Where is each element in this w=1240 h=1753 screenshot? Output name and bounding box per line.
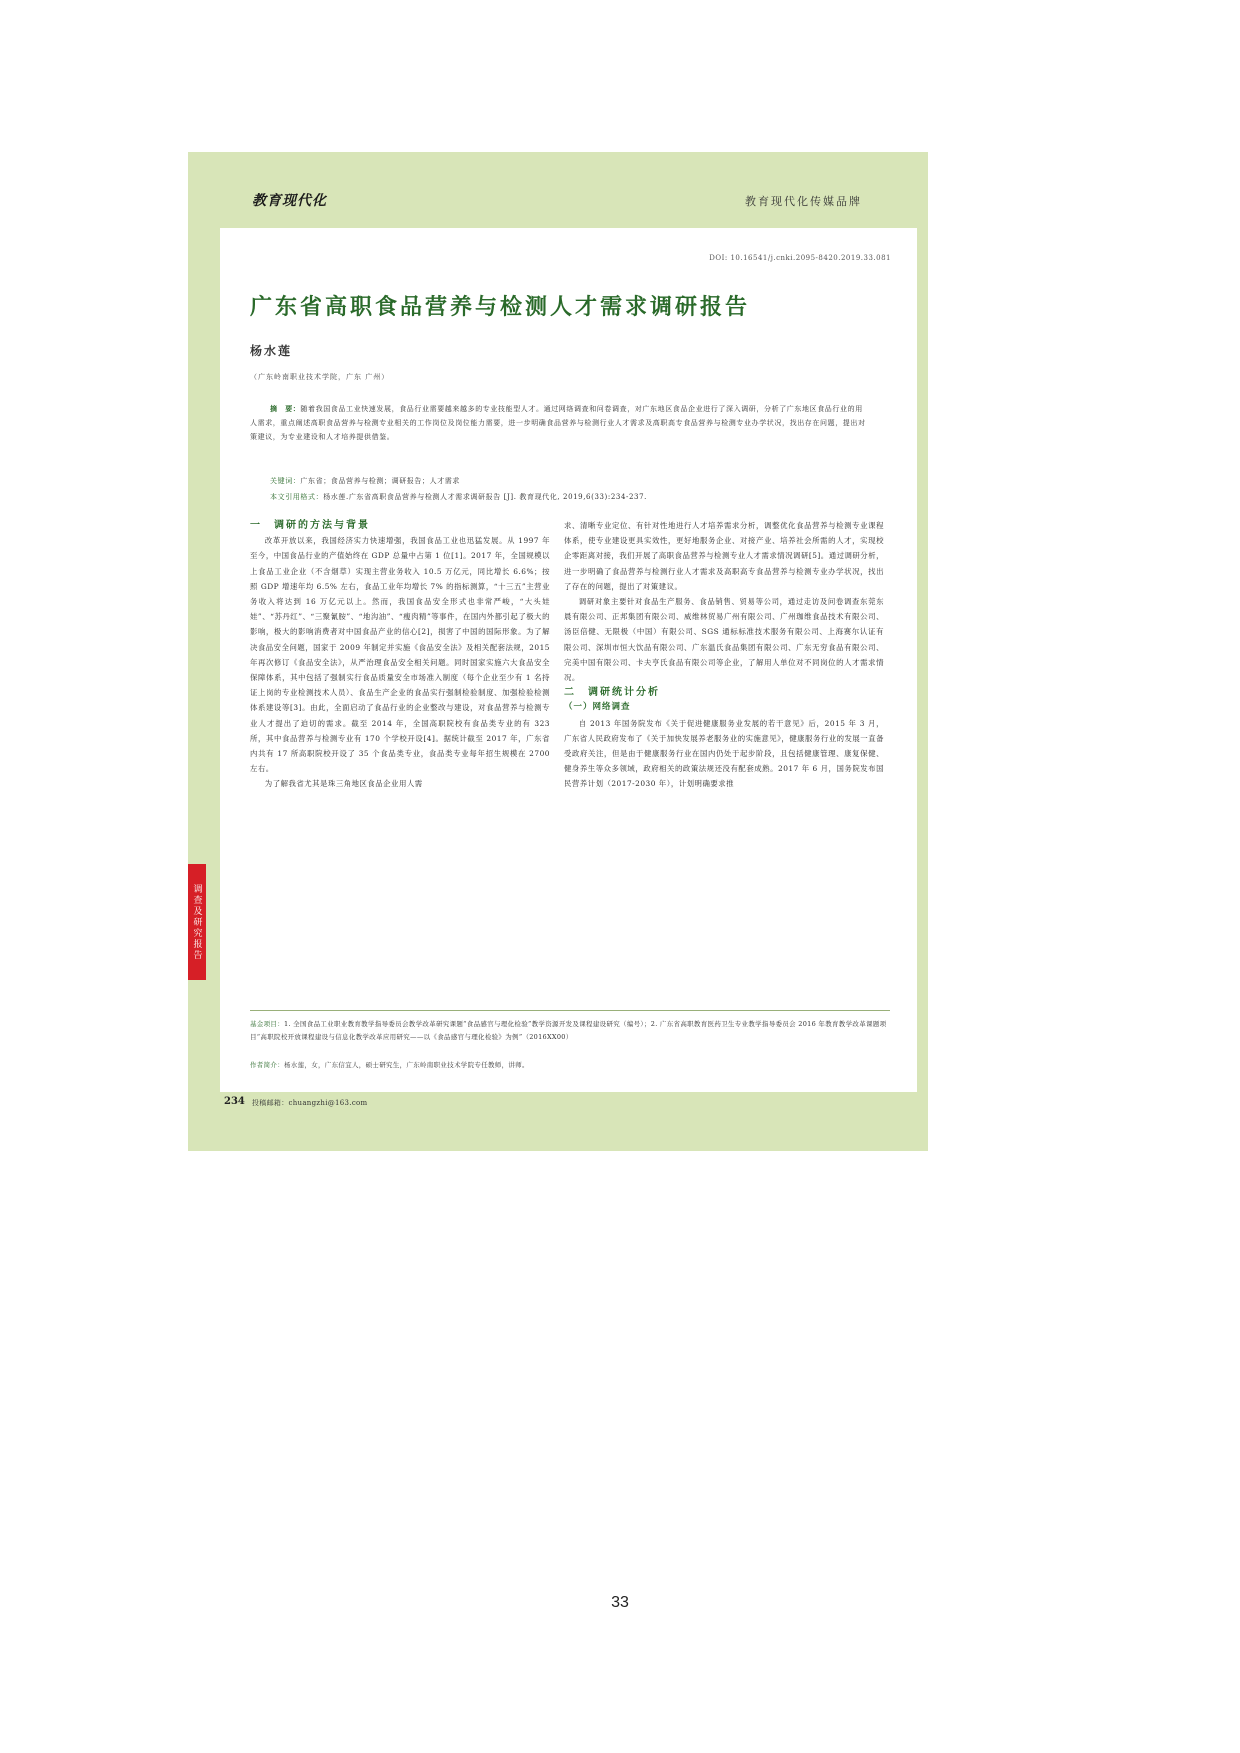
keywords-text: 广东省；食品营养与检测；调研报告；人才需求: [300, 477, 461, 485]
article-body: [220, 228, 917, 1092]
funding-label: 基金项目：: [250, 1020, 284, 1028]
journal-page-number: 234: [224, 1096, 245, 1107]
affiliation: （广东岭南职业技术学院，广东 广州）: [250, 373, 390, 381]
abstract-label: 摘 要：: [270, 404, 301, 413]
column-left: [250, 518, 550, 792]
doi: DOI: 10.16541/j.cnki.2095-8420.2019.33.081: [709, 254, 891, 262]
author-bio: [250, 1060, 890, 1069]
section-1-title: 一 调研的方法与背景: [250, 520, 370, 531]
funding-note: [250, 1018, 890, 1044]
journal-slogan: 教育现代化传媒品牌: [745, 195, 862, 208]
journal-logo: 教育现代化: [252, 193, 327, 209]
page-number: 33: [611, 1594, 629, 1611]
author: 杨水莲: [250, 344, 293, 358]
citation-label: 本文引用格式：: [270, 493, 324, 501]
section-side-tab: 调查及研究报告: [188, 864, 206, 980]
citation-text: 杨水莲.广东省高职食品营养与检测人才需求调研报告 [J]. 教育现代化, 2019,6(33):234-237.: [323, 493, 647, 501]
footnote-divider: [250, 1010, 890, 1011]
abstract: [250, 402, 870, 444]
paragraph: 调研对象主要针对食品生产服务、食品销售、贸易等公司，通过走访及问卷调查东莞东晨有限公司、正邦集团有限公司、威维林贸易广州有限公司、广州珈维食品技术有限公司、汤臣倍健、无限极（中国）有限公司、SGS 通标标准技术服务有限公司、上海赛尔认证有限公司、深圳市恒大饮品有限公司、广东温氏食品集团有限公司、广东无穷食品有限公司、完美中国有限公司、卡夫亨氏食品有限公司等企业，了解用人单位对不同岗位的人才需求情况。: [564, 597, 884, 683]
section-2-title: 二 调研统计分析: [564, 687, 660, 699]
keywords-label: 关键词：: [270, 477, 301, 485]
citation: [270, 492, 647, 502]
abstract-text: 随着我国食品工业快速发展，食品行业需要越来越多的专业技能型人才。通过网络调查和问卷调查，对广东地区食品企业进行了深入调研，分析了广东地区食品行业的用人需求，重点阐述高职食品营养与检测专业相关的工作岗位及岗位能力需要，进一步明确食品营养与检测行业人才需求及高职高专食品营养与检测专业办学状况，找出存在问题，提出对策建议，为专业建设和人才培养提供借鉴。: [250, 405, 866, 441]
paragraph: 求、清晰专业定位、有针对性地进行人才培养需求分析，调整优化食品营养与检测专业课程体系，使专业建设更具实效性，更好地服务企业、对接产业、培养社会所需的人才，实现校企零距离对接，我们开展了高职食品营养与检测专业人才需求情况调研[5]。通过调研分析，进一步明确了食品营养与检测行业人才需求及高职高专食品营养与检测专业办学状况，找出了存在的问题，提出了对策建议。: [564, 521, 884, 591]
subsection-title: （一）网络调查: [564, 702, 631, 713]
submission-email: 投稿邮箱：chuangzhi@163.com: [252, 1099, 368, 1107]
keywords: [270, 476, 460, 486]
scanned-page: [188, 152, 928, 1151]
paragraph: 为了解我省尤其是珠三角地区食品企业用人需: [264, 779, 423, 789]
column-right: [564, 518, 884, 792]
article-title: 广东省高职食品营养与检测人才需求调研报告: [250, 294, 751, 320]
paragraph: 改革开放以来，我国经济实力快速增强，我国食品工业也迅猛发展。从 1997 年至今，中国食品行业的产值始终在 GDP 总量中占第 1 位[1]。2017 年，全国规模以上食品工业企业（不含烟草）实现主营业务收入 10.5 万亿元，同比增长 6.6%；按照 GDP 增速年均 6.5% 左右，食品工业年均增长 7% 的指标测算，“十三五”主营业务收入将达到 16 万亿元以上。然而，我国食品安全形式也非常严峻，“大头娃娃”、“苏丹红”、“三聚氰胺”、“地沟油”、“瘦肉精”等事件，在国内外都引起了极大的影响，极大的影响消费者对中国食品产业的信心[2]，损害了中国的国际形象。为了解决食品安全问题，国家于 2009 年制定并实施《食品安全法》及相关配套法规，2015 年再次修订《食品安全法》，从严治理食品安全相关问题。同时国家实施六大食品安全保障体系，其中包括了强制实行食品质量安全市场准入制度（每个企业至少有 1 名持证上岗的专业检测技术人员）、食品生产企业的食品实行强制检验制度、加强检验检测体系建设等[3]。由此，全面启动了食品行业的企业整改与建设，对食品营养与检测专业人才提出了迫切的需求。截至 2014 年，全国高职院校有食品类专业的有 323 所，其中食品营养与检测专业有 170 个学校开设[4]。据统计截至 2017 年，广东省内共有 17 所高职院校开设了 35 个食品类专业，食品类专业每年招生规模在 2700 左右。: [250, 536, 550, 774]
bio-text: 杨水莲，女，广东信宜人，硕士研究生，广东岭南职业技术学院专任教师，讲师。: [284, 1061, 529, 1069]
bio-label: 作者简介：: [250, 1061, 284, 1069]
paragraph: 自 2013 年国务院发布《关于促进健康服务业发展的若干意见》后，2015 年 3 月，广东省人民政府发布了《关于加快发展养老服务业的实施意见》，健康服务行业的发展一直备受政府关注，但是由于健康服务行业在国内仍处于起步阶段，且包括健康管理、康复保健、健身养生等众多领域，政府相关的政策法规还没有配套成熟。2017 年 6 月，国务院发布国民营养计划（2017-2030 年），计划明确要求推: [564, 718, 884, 789]
funding-text: 1. 全国食品工业职业教育教学指导委员会教学改革研究课题“食品感官与理化检验”教学资源开发及课程建设研究（编号）；2. 广东省高职教育医药卫生专业教学指导委员会 2016 年教育教学改革课题项目“高职院校开放课程建设与信息化教学改革应用研究——以《食品感官与理化检验》为例”（2016XX00）: [250, 1020, 887, 1041]
